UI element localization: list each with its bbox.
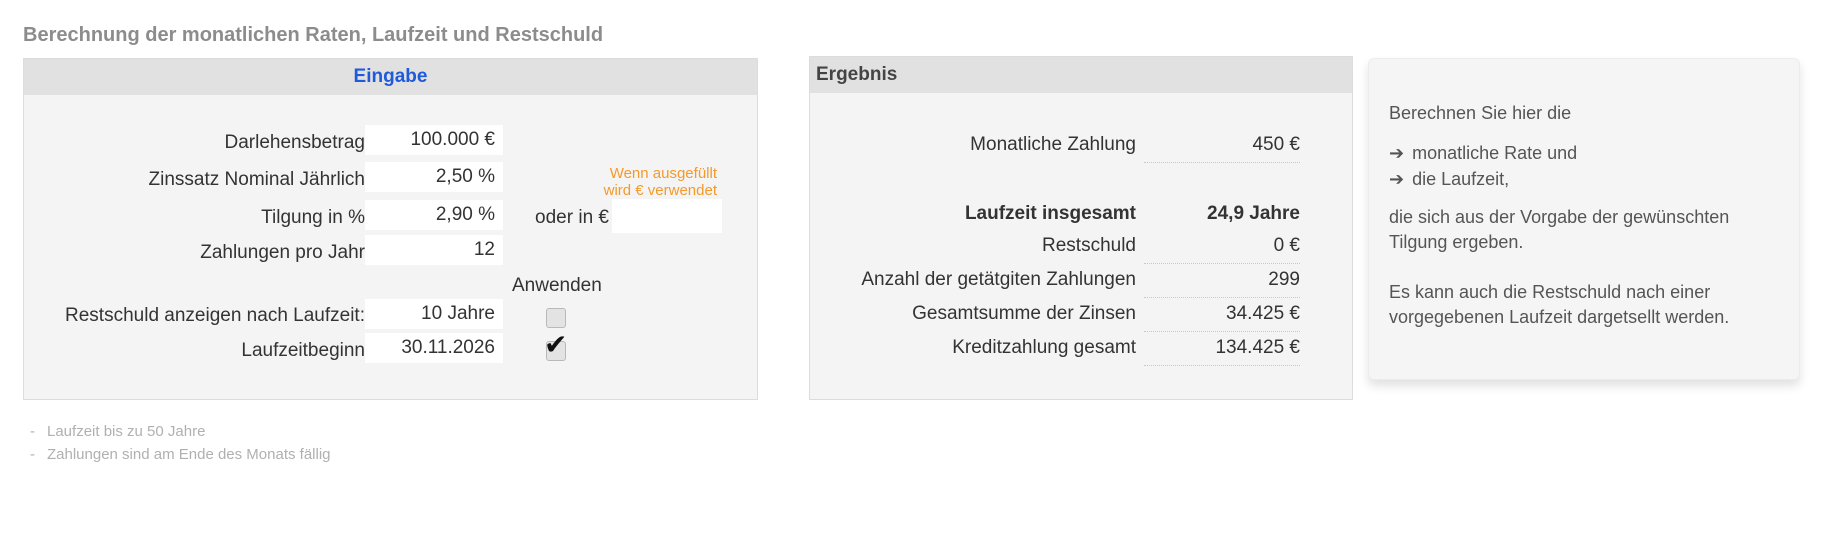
result-label: Anzahl der getätgiten Zahlungen <box>861 269 1136 290</box>
info-box <box>1368 58 1800 380</box>
result-panel-title: Ergebnis <box>816 64 898 85</box>
zins-label: Zinssatz Nominal Jährlich <box>148 169 365 190</box>
arrow-right-icon: ➔ <box>1389 143 1405 164</box>
input-panel <box>23 58 758 400</box>
result-label: Restschuld <box>1042 235 1136 256</box>
apply-label: Anwenden <box>512 275 602 296</box>
result-value: 299 <box>1144 269 1300 298</box>
result-row <box>810 134 1352 168</box>
result-row <box>810 337 1352 371</box>
info-bullet-1-text: monatliche Rate und <box>1412 143 1578 163</box>
arrow-right-icon: ➔ <box>1389 169 1405 190</box>
hint-line-1: Wenn ausgefüllt <box>609 165 717 182</box>
restschuld-nach-input[interactable] <box>365 299 503 329</box>
note-item <box>30 423 205 440</box>
info-bullet-2-text: die Laufzeit, <box>1412 169 1510 189</box>
result-row <box>810 235 1352 269</box>
hint-line-2: wird € verwendet <box>603 182 717 199</box>
input-panel-header <box>24 59 757 95</box>
info-bullet-2 <box>1389 167 1779 192</box>
darlehen-input[interactable] <box>365 125 503 155</box>
checkmark-icon: ✔ <box>544 328 568 361</box>
info-paragraph-1: die sich aus der Vorgabe der gewünschten Tilgung ergeben. <box>1389 207 1730 252</box>
input-panel-title: Eingabe <box>353 66 428 87</box>
beginn-label: Laufzeitbeginn <box>241 340 365 361</box>
info-bullet-1 <box>1389 141 1779 166</box>
note-text: Zahlungen sind am Ende des Monats fällig <box>47 446 331 463</box>
result-panel <box>809 56 1353 400</box>
tilgung-label: Tilgung in % <box>261 207 365 228</box>
note-dash: - <box>30 446 35 463</box>
hint-text <box>524 165 717 199</box>
result-value: 34.425 € <box>1144 303 1300 332</box>
note-text: Laufzeit bis zu 50 Jahre <box>47 423 206 440</box>
result-label: Laufzeit insgesamt <box>964 203 1136 224</box>
result-value: 134.425 € <box>1144 337 1300 366</box>
note-dash: - <box>30 423 35 440</box>
result-row <box>810 269 1352 303</box>
tilgung-input[interactable] <box>365 200 503 230</box>
result-value: 450 € <box>1144 134 1300 163</box>
restschuld-nach-label: Restschuld anzeigen nach Laufzeit: <box>65 305 365 326</box>
zins-input[interactable] <box>365 162 503 192</box>
result-value: 0 € <box>1144 235 1300 264</box>
info-paragraph-2: Es kann auch die Restschuld nach einer vorgegebenen Laufzeit dargetsellt werden. <box>1389 282 1730 327</box>
result-value: 24,9 Jahre <box>1207 203 1300 224</box>
result-row <box>810 203 1352 237</box>
tilgung-eur-input[interactable] <box>612 199 722 233</box>
result-label: Monatliche Zahlung <box>970 134 1136 155</box>
result-label: Kreditzahlung gesamt <box>952 337 1136 358</box>
page-title: Berechnung der monatlichen Raten, Laufzeit und Restschuld <box>23 24 604 46</box>
tilgung-eur-label: oder in € <box>535 207 609 228</box>
note-item <box>30 446 331 463</box>
zahlungen-label: Zahlungen pro Jahr <box>200 242 365 263</box>
apply-restschuld-checkbox[interactable] <box>546 308 566 328</box>
result-row <box>810 303 1352 337</box>
zahlungen-input[interactable] <box>365 235 503 265</box>
result-panel-header <box>810 57 1352 93</box>
result-label: Gesamtsumme der Zinsen <box>912 303 1136 324</box>
darlehen-label: Darlehensbetrag <box>224 132 365 153</box>
beginn-input[interactable] <box>365 333 503 363</box>
info-intro: Berechnen Sie hier die <box>1389 103 1572 123</box>
